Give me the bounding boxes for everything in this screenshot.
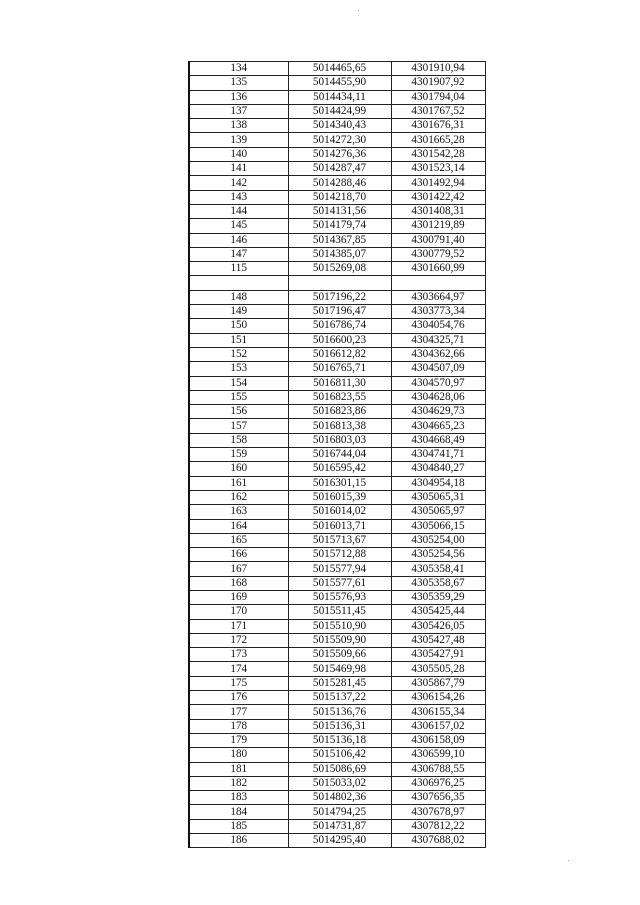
y-coordinate-cell: 4305427,48 <box>391 633 485 647</box>
y-coordinate-cell: 4305425,44 <box>391 605 485 619</box>
x-coordinate-cell: 5016014,02 <box>288 505 391 519</box>
y-coordinate-cell: 4306599,10 <box>391 748 485 762</box>
table-row <box>189 62 485 76</box>
y-coordinate-cell: 4306158,09 <box>391 733 485 747</box>
y-coordinate-cell: 4301910,94 <box>391 62 485 76</box>
x-coordinate-cell: 5014131,56 <box>288 204 391 218</box>
x-coordinate-cell: 5016823,55 <box>288 390 391 404</box>
x-coordinate-cell: 5015106,42 <box>288 748 391 762</box>
table-row <box>189 490 485 504</box>
table-row <box>189 333 485 347</box>
x-coordinate-cell <box>288 276 391 290</box>
y-coordinate-cell: 4305426,05 <box>391 619 485 633</box>
point-number-cell: 167 <box>189 562 288 576</box>
y-coordinate-cell: 4305358,67 <box>391 576 485 590</box>
point-number-cell: 151 <box>189 333 288 347</box>
point-number-cell: 160 <box>189 462 288 476</box>
y-coordinate-cell: 4305505,28 <box>391 662 485 676</box>
x-coordinate-cell: 5014424,99 <box>288 104 391 118</box>
coordinates-table-body <box>189 62 485 848</box>
point-number-cell: 166 <box>189 548 288 562</box>
point-number-cell: 153 <box>189 362 288 376</box>
y-coordinate-cell: 4301676,31 <box>391 119 485 133</box>
point-number-cell: 155 <box>189 390 288 404</box>
point-number-cell: 148 <box>189 290 288 304</box>
table-row <box>189 176 485 190</box>
y-coordinate-cell: 4301907,92 <box>391 76 485 90</box>
y-coordinate-cell: 4304954,18 <box>391 476 485 490</box>
point-number-cell: 173 <box>189 648 288 662</box>
point-number-cell: 156 <box>189 405 288 419</box>
x-coordinate-cell: 5015510,90 <box>288 619 391 633</box>
y-coordinate-cell: 4304507,09 <box>391 362 485 376</box>
point-number-cell: 181 <box>189 762 288 776</box>
table-row <box>189 147 485 161</box>
point-number-cell: 177 <box>189 705 288 719</box>
table-row <box>189 619 485 633</box>
table-row <box>189 748 485 762</box>
y-coordinate-cell: 4301422,42 <box>391 190 485 204</box>
y-coordinate-cell: 4305358,41 <box>391 562 485 576</box>
table-row <box>189 104 485 118</box>
point-number-cell: 172 <box>189 633 288 647</box>
y-coordinate-cell: 4300791,40 <box>391 233 485 247</box>
x-coordinate-cell: 5016301,15 <box>288 476 391 490</box>
table-row <box>189 462 485 476</box>
table-row <box>189 390 485 404</box>
point-number-cell: 135 <box>189 76 288 90</box>
y-coordinate-cell: 4301219,89 <box>391 219 485 233</box>
table-row <box>189 405 485 419</box>
table-row <box>189 162 485 176</box>
point-number-cell: 178 <box>189 719 288 733</box>
x-coordinate-cell: 5015577,94 <box>288 562 391 576</box>
x-coordinate-cell: 5016015,39 <box>288 490 391 504</box>
table-row <box>189 590 485 604</box>
x-coordinate-cell: 5016595,42 <box>288 462 391 476</box>
table-row <box>189 347 485 361</box>
y-coordinate-cell: 4301767,52 <box>391 104 485 118</box>
point-number-cell: 168 <box>189 576 288 590</box>
y-coordinate-cell: 4301523,14 <box>391 162 485 176</box>
x-coordinate-cell: 5016612,82 <box>288 347 391 361</box>
table-row <box>189 819 485 833</box>
point-number-cell <box>189 276 288 290</box>
table-row <box>189 576 485 590</box>
y-coordinate-cell: 4307656,35 <box>391 791 485 805</box>
y-coordinate-cell: 4306154,26 <box>391 691 485 705</box>
table-row <box>189 376 485 390</box>
y-coordinate-cell: 4305867,79 <box>391 676 485 690</box>
point-number-cell: 175 <box>189 676 288 690</box>
point-number-cell: 176 <box>189 691 288 705</box>
table-row <box>189 662 485 676</box>
y-coordinate-cell: 4307812,22 <box>391 819 485 833</box>
y-coordinate-cell: 4301408,31 <box>391 204 485 218</box>
y-coordinate-cell <box>391 276 485 290</box>
point-number-cell: 137 <box>189 104 288 118</box>
table-row <box>189 476 485 490</box>
point-number-cell: 158 <box>189 433 288 447</box>
y-coordinate-cell: 4305359,29 <box>391 590 485 604</box>
y-coordinate-cell: 4304840,27 <box>391 462 485 476</box>
y-coordinate-cell: 4305427,91 <box>391 648 485 662</box>
x-coordinate-cell: 5014218,70 <box>288 190 391 204</box>
table-row <box>189 505 485 519</box>
y-coordinate-cell: 4304629,73 <box>391 405 485 419</box>
scan-speck <box>568 860 569 861</box>
y-coordinate-cell: 4304362,66 <box>391 347 485 361</box>
table-row <box>189 548 485 562</box>
point-number-cell: 169 <box>189 590 288 604</box>
point-number-cell: 144 <box>189 204 288 218</box>
y-coordinate-cell: 4304570,97 <box>391 376 485 390</box>
table-row <box>189 76 485 90</box>
table-row <box>189 705 485 719</box>
x-coordinate-cell: 5014288,46 <box>288 176 391 190</box>
table-row <box>189 648 485 662</box>
point-number-cell: 184 <box>189 805 288 819</box>
point-number-cell: 115 <box>189 262 288 276</box>
y-coordinate-cell: 4304665,23 <box>391 419 485 433</box>
point-number-cell: 146 <box>189 233 288 247</box>
y-coordinate-cell: 4306788,55 <box>391 762 485 776</box>
x-coordinate-cell: 5014455,90 <box>288 76 391 90</box>
y-coordinate-cell: 4300779,52 <box>391 247 485 261</box>
point-number-cell: 150 <box>189 319 288 333</box>
table-row <box>189 605 485 619</box>
y-coordinate-cell: 4304054,76 <box>391 319 485 333</box>
x-coordinate-cell: 5014272,30 <box>288 133 391 147</box>
x-coordinate-cell: 5016744,04 <box>288 448 391 462</box>
table-row <box>189 519 485 533</box>
table-row <box>189 204 485 218</box>
point-number-cell: 171 <box>189 619 288 633</box>
y-coordinate-cell: 4305065,31 <box>391 490 485 504</box>
y-coordinate-cell: 4305254,00 <box>391 533 485 547</box>
x-coordinate-cell: 5014367,85 <box>288 233 391 247</box>
y-coordinate-cell: 4304741,71 <box>391 448 485 462</box>
coordinates-table <box>188 61 486 848</box>
x-coordinate-cell: 5014179,74 <box>288 219 391 233</box>
x-coordinate-cell: 5015136,76 <box>288 705 391 719</box>
x-coordinate-cell: 5015511,45 <box>288 605 391 619</box>
y-coordinate-cell: 4306157,02 <box>391 719 485 733</box>
x-coordinate-cell: 5014295,40 <box>288 834 391 848</box>
point-number-cell: 183 <box>189 791 288 805</box>
point-number-cell: 140 <box>189 147 288 161</box>
table-row <box>189 276 485 290</box>
scan-speck <box>358 10 359 11</box>
x-coordinate-cell: 5015577,61 <box>288 576 391 590</box>
point-number-cell: 141 <box>189 162 288 176</box>
table-row <box>189 190 485 204</box>
x-coordinate-cell: 5014434,11 <box>288 90 391 104</box>
table-row <box>189 290 485 304</box>
point-number-cell: 179 <box>189 733 288 747</box>
x-coordinate-cell: 5014287,47 <box>288 162 391 176</box>
x-coordinate-cell: 5015033,02 <box>288 776 391 790</box>
point-number-cell: 182 <box>189 776 288 790</box>
table-row <box>189 219 485 233</box>
x-coordinate-cell: 5015713,67 <box>288 533 391 547</box>
point-number-cell: 143 <box>189 190 288 204</box>
x-coordinate-cell: 5017196,22 <box>288 290 391 304</box>
point-number-cell: 154 <box>189 376 288 390</box>
table-row <box>189 305 485 319</box>
table-row <box>189 362 485 376</box>
table-row <box>189 319 485 333</box>
x-coordinate-cell: 5015509,90 <box>288 633 391 647</box>
point-number-cell: 138 <box>189 119 288 133</box>
table-row <box>189 762 485 776</box>
point-number-cell: 163 <box>189 505 288 519</box>
point-number-cell: 139 <box>189 133 288 147</box>
table-row <box>189 633 485 647</box>
y-coordinate-cell: 4307688,02 <box>391 834 485 848</box>
x-coordinate-cell: 5016803,03 <box>288 433 391 447</box>
x-coordinate-cell: 5015281,45 <box>288 676 391 690</box>
point-number-cell: 185 <box>189 819 288 833</box>
point-number-cell: 164 <box>189 519 288 533</box>
point-number-cell: 180 <box>189 748 288 762</box>
x-coordinate-cell: 5015137,22 <box>288 691 391 705</box>
y-coordinate-cell: 4301794,04 <box>391 90 485 104</box>
x-coordinate-cell: 5014794,25 <box>288 805 391 819</box>
y-coordinate-cell: 4305254,56 <box>391 548 485 562</box>
table-row <box>189 562 485 576</box>
x-coordinate-cell: 5015509,66 <box>288 648 391 662</box>
y-coordinate-cell: 4303664,97 <box>391 290 485 304</box>
x-coordinate-cell: 5016813,38 <box>288 419 391 433</box>
y-coordinate-cell: 4305065,97 <box>391 505 485 519</box>
x-coordinate-cell: 5016013,71 <box>288 519 391 533</box>
x-coordinate-cell: 5016823,86 <box>288 405 391 419</box>
point-number-cell: 170 <box>189 605 288 619</box>
y-coordinate-cell: 4306976,25 <box>391 776 485 790</box>
table-row <box>189 805 485 819</box>
x-coordinate-cell: 5017196,47 <box>288 305 391 319</box>
table-row <box>189 433 485 447</box>
x-coordinate-cell: 5014465,65 <box>288 62 391 76</box>
table-row <box>189 419 485 433</box>
point-number-cell: 162 <box>189 490 288 504</box>
table-row <box>189 733 485 747</box>
table-row <box>189 133 485 147</box>
point-number-cell: 159 <box>189 448 288 462</box>
point-number-cell: 161 <box>189 476 288 490</box>
x-coordinate-cell: 5016600,23 <box>288 333 391 347</box>
x-coordinate-cell: 5014731,87 <box>288 819 391 833</box>
point-number-cell: 145 <box>189 219 288 233</box>
point-number-cell: 149 <box>189 305 288 319</box>
x-coordinate-cell: 5015269,08 <box>288 262 391 276</box>
table-row <box>189 233 485 247</box>
y-coordinate-cell: 4301542,28 <box>391 147 485 161</box>
table-row <box>189 262 485 276</box>
point-number-cell: 174 <box>189 662 288 676</box>
x-coordinate-cell: 5015086,69 <box>288 762 391 776</box>
x-coordinate-cell: 5015136,31 <box>288 719 391 733</box>
y-coordinate-cell: 4304325,71 <box>391 333 485 347</box>
x-coordinate-cell: 5016765,71 <box>288 362 391 376</box>
x-coordinate-cell: 5015712,88 <box>288 548 391 562</box>
table-row <box>189 719 485 733</box>
y-coordinate-cell: 4301665,28 <box>391 133 485 147</box>
y-coordinate-cell: 4303773,34 <box>391 305 485 319</box>
y-coordinate-cell: 4304628,06 <box>391 390 485 404</box>
table-row <box>189 776 485 790</box>
point-number-cell: 147 <box>189 247 288 261</box>
point-number-cell: 136 <box>189 90 288 104</box>
table-row <box>189 791 485 805</box>
point-number-cell: 186 <box>189 834 288 848</box>
x-coordinate-cell: 5015576,93 <box>288 590 391 604</box>
y-coordinate-cell: 4304668,49 <box>391 433 485 447</box>
x-coordinate-cell: 5016786,74 <box>288 319 391 333</box>
table-row <box>189 834 485 848</box>
table-row <box>189 119 485 133</box>
x-coordinate-cell: 5014385,07 <box>288 247 391 261</box>
x-coordinate-cell: 5015469,98 <box>288 662 391 676</box>
table-row <box>189 90 485 104</box>
table-row <box>189 533 485 547</box>
y-coordinate-cell: 4301492,94 <box>391 176 485 190</box>
point-number-cell: 165 <box>189 533 288 547</box>
x-coordinate-cell: 5016811,30 <box>288 376 391 390</box>
x-coordinate-cell: 5014802,36 <box>288 791 391 805</box>
y-coordinate-cell: 4301660,99 <box>391 262 485 276</box>
table-row <box>189 691 485 705</box>
point-number-cell: 157 <box>189 419 288 433</box>
table-row <box>189 676 485 690</box>
y-coordinate-cell: 4305066,15 <box>391 519 485 533</box>
x-coordinate-cell: 5014276,36 <box>288 147 391 161</box>
point-number-cell: 152 <box>189 347 288 361</box>
point-number-cell: 142 <box>189 176 288 190</box>
table-row <box>189 247 485 261</box>
x-coordinate-cell: 5015136,18 <box>288 733 391 747</box>
point-number-cell: 134 <box>189 62 288 76</box>
y-coordinate-cell: 4307678,97 <box>391 805 485 819</box>
y-coordinate-cell: 4306155,34 <box>391 705 485 719</box>
x-coordinate-cell: 5014340,43 <box>288 119 391 133</box>
table-row <box>189 448 485 462</box>
